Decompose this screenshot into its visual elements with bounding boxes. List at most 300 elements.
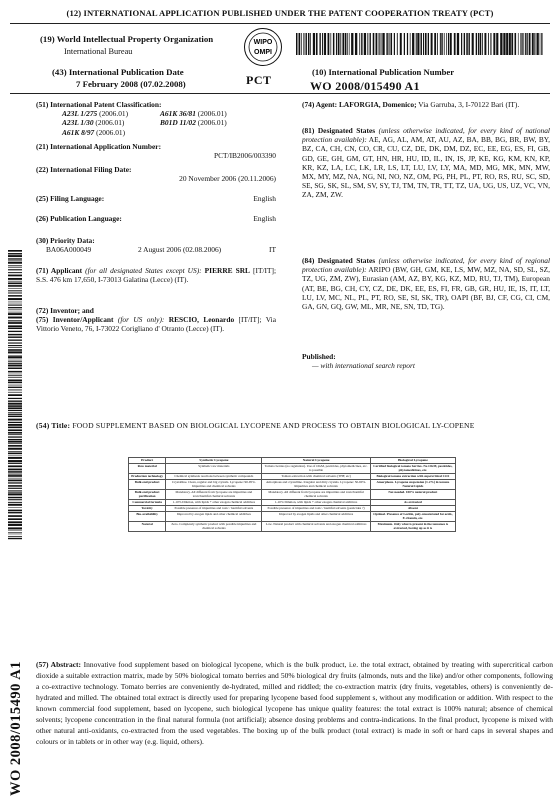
table-cell: Chemical synthesis reactions between synthetic compounds [166,474,262,480]
barcode-top [296,33,544,55]
org-name: (19) World Intellectual Property Organization [40,34,214,44]
inventor-prefix: (75) Inventor/Applicant [36,315,114,325]
header-rule [10,23,550,24]
barcode-bar [480,33,481,55]
table-cell: Mandatory. All different from lycopene are impurities and toxic/harmful chemical solvents [262,490,370,500]
barcode-bar [8,492,22,493]
barcode-bar [367,33,368,55]
barcode-bar [461,33,462,55]
barcode-bar [8,424,22,426]
barcode-bar [412,33,414,55]
agent-address: Via Garruba, 3, I-70122 Bari (IT). [418,100,520,109]
agent-block [302,100,550,109]
barcode-bar [324,33,326,55]
barcode-bar [8,305,22,306]
barcode-bar [8,382,22,384]
barcode-bar [386,33,387,55]
barcode-bar [8,436,22,437]
barcode-bar [8,499,22,500]
barcode-bar [8,412,22,413]
barcode-bar [8,304,22,305]
barcode-bar [8,429,22,431]
table-row [129,522,456,532]
barcode-bar [482,33,483,55]
barcode-bar [364,33,366,55]
barcode-bar [506,33,508,55]
table-cell: Amorphous. Lycopene suspension (1-2%) in tomato Natural Lipids [370,480,455,490]
barcode-bar [441,33,442,55]
class-code: B01D 11/02 [160,118,196,128]
table-row-header: Natural [129,522,166,532]
barcode-bar [437,33,438,55]
table-row [129,512,456,522]
barcode-bar [8,410,22,411]
barcode-bar [8,400,22,401]
barcode-bar [310,33,311,55]
barcode-bar [8,371,22,373]
barcode-bar [8,307,22,308]
barcode-bar [8,530,22,531]
publication-date: 7 February 2008 (07.02.2008) [76,79,186,89]
side-publication-number [2,650,28,800]
barcode-bar [8,480,22,482]
barcode-bar [8,504,22,506]
barcode-bar [8,414,22,415]
barcode-bar [8,434,22,435]
barcode-bar [8,512,22,513]
barcode-bar [468,33,469,55]
barcode-bar [8,524,22,526]
barcode-bar [8,390,22,391]
table-cell: As extracted [370,500,455,506]
barcode-bar [496,33,498,55]
barcode-bar [8,285,22,287]
barcode-bar [457,33,459,55]
barcode-bar [404,33,405,55]
barcode-bar [8,260,22,261]
barcode-bar [446,33,447,55]
barcode-bar [8,328,22,329]
barcode-bar [8,518,22,520]
barcode-bar [8,250,22,252]
barcode-bar [359,33,360,55]
barcode-bar [8,403,22,405]
applicant-block [36,266,276,284]
class-date: (2006.01) [99,109,129,119]
barcode-bar [397,33,398,55]
barcode-bar [373,33,375,55]
table-cell: Not needed. 100% natural product [370,490,455,500]
barcode-bar [390,33,392,55]
class-date: (2006.01) [95,118,125,128]
treaty-title: (12) INTERNATIONAL APPLICATION PUBLISHED UNDER THE PATENT COOPERATION TREATY (PCT) [66,8,494,18]
barcode-bar [8,320,22,321]
barcode-bar [466,33,467,55]
barcode-bar [509,33,511,55]
table-cell: Low. Natural product with chemical solvents and exogen chemical additives [262,522,370,532]
barcode-bar [526,33,527,55]
barcode-bar [472,33,474,55]
barcode-bar [338,33,340,55]
title-block [36,421,551,431]
designated-regional-states: ARIPO (BW, GH, GM, KE, LS, MW, MZ, NA, SD, SL, SZ, TZ, UG, ZM, ZW), Eurasian (AM, AZ, BY, KG, KZ, MD, RU, TJ, TM), European (AT, BE, BG, CH, CY, CZ, DE, DK, EE, ES, FI, FR, GB, GR, HU, IE, IS, IT, LT, LU, LV, MC, NL, PL, PT, RO, SE, SI, SK, TR), OAPI (BF, BJ, CF, CG, CI, CM, GA, GN, GQ, GW, ML, MR, NE, SN, TD, TG). [302,265,550,312]
table-cell: Absent [370,506,455,512]
application-number-block [36,142,276,160]
barcode-bar [8,262,22,264]
barcode-bar [518,33,519,55]
barcode-bar [345,33,346,55]
barcode-bar [336,33,337,55]
applicant-qualifier: (for all designated States except US): [85,266,202,275]
barcode-bar [8,515,22,517]
barcode-bar [8,375,22,376]
barcode-bar [313,33,315,55]
inventor-address: [IT/IT]; Via Vittorio Veneto, 76, I-73022 Corigliano d' Otranto (Lecce) (IT). [36,315,276,334]
barcode-bar [8,407,22,409]
barcode-bar [428,33,429,55]
barcode-bar [522,33,523,55]
barcode-bar [454,33,456,55]
barcode-bar [8,281,22,282]
barcode-bar [8,368,22,369]
publication-date-label: (43) International Publication Date [52,67,184,77]
barcode-bar [319,33,320,55]
barcode-bar [8,267,22,268]
table-row-header: Production technology [129,474,166,480]
agent-prefix: (74) Agent: [302,100,338,109]
barcode-bar [8,463,22,464]
barcode-bar [382,33,384,55]
barcode-bar [8,351,22,353]
inventor-line1: (72) Inventor; and [36,306,94,315]
barcode-bar [8,349,22,351]
barcode-bar [416,33,417,55]
filing-language-block [36,194,276,203]
barcode-bar [8,302,22,303]
barcode-bar [8,497,22,498]
barcode-bar [503,33,505,55]
barcode-bar [306,33,307,55]
publication-language: English [253,214,276,223]
barcode-bar [8,532,22,533]
publication-language-label: (26) Publication Language: [36,214,122,223]
barcode-bar [476,33,477,55]
barcode-bar [541,33,542,55]
barcode-bar [8,278,22,280]
table-row [129,464,456,474]
barcode-bar [8,510,22,512]
barcode-side [8,250,22,540]
publication-number-label: (10) International Publication Number [312,67,455,77]
barcode-bar [420,33,421,55]
barcode-bar [8,490,22,491]
table-cell: Possible presence of impurities and toxic / harmful solvents (pesticides ?) [262,506,370,512]
title-label: (54) Title: [36,421,71,430]
barcode-bar [8,345,22,346]
barcode-bar [8,317,22,319]
priority-label: (30) Priority Data: [36,236,95,245]
barcode-bar [8,427,22,429]
barcode-bar [333,33,335,55]
barcode-bar [8,465,22,467]
barcode-bar [8,298,22,300]
barcode-bar [376,33,378,55]
table-cell: Amorphous and crystalline. Irregular and dirty crystals. Lycopene: 50-60%. Impurities and chemical solvents [262,480,370,490]
table-cell: Crystalline. Clean, regular and big crystals. Lycopene: 90-95%. Impurities and chemical solvents [166,480,262,490]
classification-label: (51) International Patent Classification: [36,100,162,109]
barcode-bar [8,310,22,311]
table-cell: Improved by exogen lipids and other chemical additives [166,512,262,522]
table-cell: Optimal. Presence of Lecitin, poly-unsaturated fat acids, E-vitamin, etc. [370,512,455,522]
abstract-text: Innovative food supplement based on biological lycopene, which is the bulk product, i.e. the total extract, obtained by treating with supercritical carbon dioxide a suitable extraction matrix, made by 50% biological tomato berries and 50% biological dry fruits (almonds, nuts and the like) and/or other components, following a co-extractive technology. Tomato berries are conveniently de-hydrated, milled and riddled; the co-extraction matrix (dry fruits, vegetables, others) is conveniently de-hydrated and milled. The obtained total extract is directly used for preparing lycopene based food supplement s, without any modification or addition. With respect to the known commercial food supplement, based on lycopene, such biological lycopene has unique quality features: the total extract is 100% natural; absence of chemical solvents; lycopene concentration in the final natural formula (not artificial); absence dosing problems and contra-indications. In the final product, lycopene is mixed with other natural anti-oxidants, co-extracted from the used vegetables. The boxing up of the bulk product (total extract) is made in soft or hard caps in several shapes and colours or in tablets or in other way (e.g. liquid, others). [36,660,554,746]
barcode-bar [8,387,22,388]
barcode-bar [440,33,441,55]
barcode-bar [444,33,445,55]
class-code: A61K 36/81 [160,109,196,119]
wipo-logo [244,28,282,66]
header-rule-2 [10,93,550,94]
barcode-bar [8,398,22,399]
barcode-bar [8,331,22,332]
barcode-bar [349,33,350,55]
barcode-bar [322,33,323,55]
priority-country: IT [269,245,276,255]
application-number: PCT/IB2006/003390 [213,151,276,161]
barcode-bar [8,379,22,381]
barcode-bar [431,33,433,55]
table-header-cell: Natural Lycopene [262,458,370,464]
barcode-bar [299,33,301,55]
barcode-bar [493,33,495,55]
table-cell: Tomato extraction with chemical solvents (THF, etc) [262,474,370,480]
barcode-bar [340,33,341,55]
barcode-bar [8,355,22,356]
classification-block [36,100,276,139]
barcode-bar [342,33,344,55]
designated-regional-qualifier: (unless otherwise indicated, for every kind of regional protection available): [302,256,550,275]
barcode-bar [351,33,353,55]
barcode-bar [8,312,22,313]
barcode-bar [8,483,22,484]
table-cell: 1-10% Dilution, with lipids + other exogen chemical additives [166,500,262,506]
published-item: — with international search report [312,361,415,371]
barcode-bar [296,33,297,55]
barcode-bar [8,283,22,285]
barcode-bar [330,33,331,55]
barcode-bar [8,469,22,471]
filing-date-block [36,165,276,183]
table-row-header: Bio-availability [129,512,166,522]
barcode-bar [8,253,22,254]
designated-national-prefix: (81) Designated States [302,126,376,135]
barcode-bar [500,33,502,55]
barcode-bar [8,359,22,360]
table-cell: Improved by exogen lipids and other chemical additives [262,512,370,522]
barcode-bar [8,265,22,266]
barcode-bar [8,325,22,327]
barcode-bar [511,33,513,55]
org-bureau: International Bureau [64,47,133,56]
table-row [129,490,456,500]
barcode-bar [448,33,449,55]
barcode-bar [450,33,452,55]
applicant-name: PIERRE SRL [204,266,250,275]
class-date: (2006.01) [96,127,126,137]
barcode-bar [464,33,465,55]
barcode-bar [389,33,390,55]
class-code: A61K 8/97 [62,127,95,137]
barcode-bar [8,471,22,473]
barcode-bar [425,33,427,55]
table-header-cell: Biological Lycopene [370,458,455,464]
table-cell: Tomato berries (no regulation). Use of OGM, pesticides, phytomedicines, etc. is possible [262,464,370,474]
filing-language-label: (25) Filing Language: [36,194,105,203]
barcode-bar [8,340,22,341]
barcode-bar [8,457,22,459]
abstract-block [36,659,553,747]
designated-regional-block [302,256,550,311]
published-label: Published: [302,352,336,361]
inventor-name: RESCIO, Leonardo [168,315,235,325]
barcode-bar [308,33,310,55]
barcode-bar [8,290,22,291]
barcode-bar [8,416,22,417]
barcode-bar [8,453,22,455]
table-cell: Biological tomato extraction with supercritical CO2 [370,474,455,480]
barcode-bar [8,443,22,444]
barcode-bar [8,295,22,296]
barcode-bar [8,527,22,529]
barcode-bar [8,342,22,343]
barcode-bar [8,502,22,503]
barcode-bar [434,33,436,55]
table-cell: Possible presence of impurities and toxic / harmful solvents [166,506,262,512]
barcode-bar [8,361,22,362]
filing-language: English [253,194,276,203]
class-date: (2006.01) [197,118,227,128]
barcode-bar [534,33,535,55]
svg-text:WIPO: WIPO [253,39,273,46]
designated-national-qualifier: (unless otherwise indicated, for every kind of national protection available): [302,126,550,145]
barcode-bar [8,363,22,364]
barcode-bar [316,33,318,55]
side-publication-number-text: WO 2008/015490 A1 [8,661,24,796]
barcode-bar [8,478,22,479]
barcode-bar [8,534,22,535]
table-cell: Certified biological tomato berries. No OGM, pesticides, phytomedicines, etc. [370,464,455,474]
table-row-header: Bulk end product purification [129,490,166,500]
table-row-header: Bulk end product [129,480,166,490]
barcode-bar [8,422,22,423]
table-row [129,480,456,490]
barcode-bar [520,33,521,55]
barcode-bar [8,445,22,447]
barcode-bar [8,507,22,508]
barcode-bar [394,33,395,55]
barcode-bar [8,419,22,421]
priority-block [36,236,276,255]
barcode-bar [8,392,22,393]
barcode-bar [8,448,22,450]
barcode-bar [347,33,348,55]
barcode-bar [8,521,22,523]
barcode-bar [8,377,22,378]
applicant-address: [IT/IT]; S.S. 476 km 17,650, I-73013 Galatina (Lecce) (IT). [36,266,277,285]
barcode-bar [8,451,22,452]
barcode-bar [8,385,22,386]
applicant-prefix: (71) Applicant [36,266,83,275]
filing-date-label: (22) International Filing Date: [36,165,132,174]
table-cell: 1-10% Dilution, with lipids + other exogen chemical additives [262,500,370,506]
application-number-label: (21) International Application Number: [36,142,162,151]
barcode-bar [301,33,302,55]
barcode-bar [8,293,22,294]
comparison-table [128,457,456,532]
priority-number: BA06A000049 [46,245,92,255]
barcode-bar [8,269,22,270]
priority-date: 2 August 2006 (02.08.2006) [138,245,222,255]
abstract-label: (57) Abstract: [36,660,82,669]
class-date: (2006.01) [197,109,227,119]
barcode-bar [381,33,382,55]
table-row-header: Raw material [129,464,166,474]
barcode-bar [361,33,362,55]
barcode-bar [532,33,534,55]
barcode-bar [370,33,371,55]
table-cell: Zero. Completely synthetic product with possible impurities and chemical solvents [166,522,262,532]
barcode-bar [8,272,22,273]
barcode-bar [8,474,22,475]
barcode-bar [8,493,22,495]
barcode-bar [8,488,22,489]
table-row-header: Commercial formula [129,500,166,506]
barcode-bar [8,441,22,443]
barcode-bar [490,33,491,55]
barcode-bar [8,255,22,257]
barcode-bar [8,475,22,477]
designated-national-states: AE, AG, AL, AM, AT, AU, AZ, BA, BB, BG, BR, BW, BY, BZ, CA, CH, CN, CO, CR, CU, CZ, DE, DK, DM, DZ, EC, EE, EG, ES, FI, GB, GD, GE, GH, GM, GT, HN, HR, HU, ID, IL, IN, IS, JP, KE, KG, KM, KN, KP, KR, KZ, LA, LC, LK, LR, LS, LT, LU, LV, LY, MA, MD, MG, MK, MN, MW, MX, MY, MZ, NA, NG, NI, NO, NZ, OM, PG, PH, PL, PT, RO, RS, RU, SC, SD, SE, SG, SK, SL, SM, SV, SY, TJ, TM, TN, TR, TT, TZ, UA, UG, US, UZ, VC, VN, ZA, ZM, ZW. [302,135,550,200]
barcode-bar [8,313,22,315]
designated-national-block [302,126,550,200]
pct-label: PCT [246,73,272,87]
publication-language-block [36,214,276,223]
designated-regional-prefix: (84) Designated States [302,256,376,265]
table-row-header: Toxicity [129,506,166,512]
table-header-cell: Synthetic Lycopene [166,458,262,464]
barcode-bar [529,33,531,55]
svg-text:OMPI: OMPI [254,49,272,56]
barcode-bar [8,258,22,259]
barcode-bar [484,33,486,55]
barcode-bar [303,33,304,55]
barcode-bar [400,33,402,55]
barcode-bar [8,356,22,358]
barcode-bar [8,482,22,483]
table-cell: Maximum. Only what is present in the tomatoes is extracted, boxing up as it is [370,522,455,532]
title-text: FOOD SUPPLEMENT BASED ON BIOLOGICAL LYCOPENE AND PROCESS TO OBTAIN BIOLOGICAL LY-COPENE [72,421,475,430]
barcode-bar [8,365,22,367]
table-cell: Synthetic raw materials [166,464,262,474]
filing-date: 20 November 2006 (20.11.2006) [179,174,276,184]
inventor-block [36,306,276,334]
barcode-bar [355,33,357,55]
barcode-bar [8,460,22,462]
publication-number: WO 2008/015490 A1 [310,79,420,93]
barcode-bar [8,347,22,348]
class-code: A23L 1/30 [62,118,94,128]
barcode-bar [8,275,22,277]
inventor-qualifier: (for US only): [117,315,165,325]
